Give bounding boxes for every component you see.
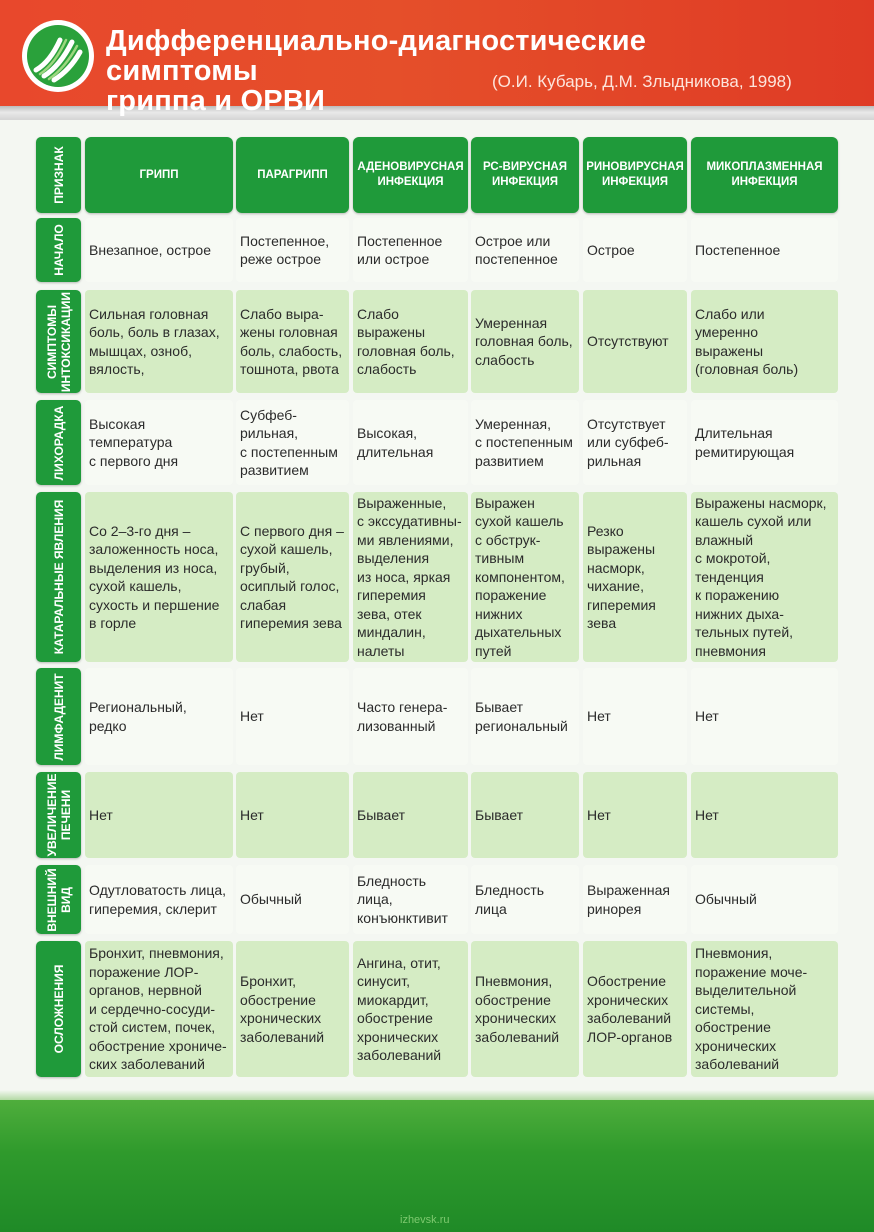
row-label: [36, 941, 81, 1077]
table-cell: Умеренная головная боль, слабость: [471, 290, 579, 393]
table-cell: Бледность лица: [471, 865, 579, 934]
column-header: ПАРАГРИПП: [236, 137, 349, 213]
table-cell: Нет: [583, 668, 687, 765]
row-label-text: УВЕЛИЧЕНИЕ ПЕЧЕНИ: [44, 773, 73, 857]
table-cell: Нет: [85, 772, 233, 858]
table-cell: Нет: [691, 668, 838, 765]
corner-label-text: ПРИЗНАК: [51, 146, 66, 204]
table-cell: Бронхит, обострение хронических заболеваний: [236, 941, 349, 1077]
table-cell: Нет: [236, 668, 349, 765]
column-header: ГРИПП: [85, 137, 233, 213]
row-label: [36, 865, 81, 934]
table-cell: Часто генера- лизованный: [353, 668, 468, 765]
table-cell: Пневмония, поражение моче- выделительной системы, обострение хронических заболеваний: [691, 941, 838, 1077]
table-cell: Высокая температура с первого дня: [85, 400, 233, 485]
row-label: [36, 290, 81, 393]
column-header: МИКОПЛАЗМЕННАЯ ИНФЕКЦИЯ: [691, 137, 838, 213]
table-cell: Нет: [691, 772, 838, 858]
table-cell: Резко выражены насморк, чихание, гиперемия зева: [583, 492, 687, 662]
table-cell: Высокая, длительная: [353, 400, 468, 485]
table-cell: Выражены насморк, кашель сухой или влажный с мокротой, тенденция к поражению нижних дыха- тельных путей, пневмония: [691, 492, 838, 662]
row-label-text: ВНЕШНИЙ ВИД: [44, 867, 73, 932]
column-header: РИНОВИРУСНАЯ ИНФЕКЦИЯ: [583, 137, 687, 213]
table-cell: Постепенное: [691, 218, 838, 282]
table-cell: Острое или постепенное: [471, 218, 579, 282]
table-cell: Нет: [236, 772, 349, 858]
row-label-text: ЛИХОРАДКА: [51, 405, 66, 480]
table-cell: Слабо выра- жены головная боль, слабость, тошнота, рвота: [236, 290, 349, 393]
table-cell: Постепенное, реже острое: [236, 218, 349, 282]
row-label: [36, 772, 81, 858]
row-label-text: СИМПТОМЫ ИНТОКСИКАЦИИ: [44, 291, 73, 392]
watermark: izhevsk.ru: [400, 1214, 450, 1226]
row-label: [36, 668, 81, 765]
table-cell: Обычный: [236, 865, 349, 934]
table-cell: Выраженные, с экссудативны- ми явлениями, выделения из носа, яркая гиперемия зева, отек миндалин, налеты: [353, 492, 468, 662]
table-cell: Бледность лица, конъюнктивит: [353, 865, 468, 934]
footer-banner: [0, 1100, 874, 1232]
row-label: [36, 400, 81, 485]
table-cell: Бывает: [353, 772, 468, 858]
table-cell: Выраженная ринорея: [583, 865, 687, 934]
table-cell: Внезапное, острое: [85, 218, 233, 282]
row-label-text: КАТАРАЛЬНЫЕ ЯВЛЕНИЯ: [51, 499, 66, 655]
table-cell: Слабо выражены головная боль, слабость: [353, 290, 468, 393]
table-cell: Региональный, редко: [85, 668, 233, 765]
table-cell: Бронхит, пневмония, поражение ЛОР- органов, нервной и сердечно-сосуди- стой систем, почек, обострение хрониче- ских заболеваний: [85, 941, 233, 1077]
corner-label: [36, 137, 81, 213]
table-cell: Бывает: [471, 772, 579, 858]
table-cell: Выражен сухой кашель с обструк- тивным компонентом, поражение нижних дыхательных путей: [471, 492, 579, 662]
table-cell: Бывает региональный: [471, 668, 579, 765]
row-label: [36, 218, 81, 282]
table-cell: Умеренная, с постепенным развитием: [471, 400, 579, 485]
table-cell: Одутловатость лица, гиперемия, склерит: [85, 865, 233, 934]
table-cell: Ангина, отит, синусит, миокардит, обострение хронических заболеваний: [353, 941, 468, 1077]
table-cell: Со 2–3-го дня – заложенность носа, выделения из носа, сухой кашель, сухость и першение в горле: [85, 492, 233, 662]
table-cell: Отсутствуют: [583, 290, 687, 393]
table-cell: Длительная ремитирующая: [691, 400, 838, 485]
column-header: АДЕНОВИРУСНАЯ ИНФЕКЦИЯ: [353, 137, 468, 213]
table-cell: Обычный: [691, 865, 838, 934]
row-label-text: ЛИМФАДЕНИТ: [51, 672, 66, 761]
row-label-text: ОСЛОЖНЕНИЯ: [51, 964, 66, 1054]
authors-citation: (О.И. Кубарь, Д.М. Злыдникова, 1998): [492, 72, 792, 91]
column-header: РС-ВИРУСНАЯ ИНФЕКЦИЯ: [471, 137, 579, 213]
table-cell: Пневмония, обострение хронических заболеваний: [471, 941, 579, 1077]
table-cell: Обострение хронических заболеваний ЛОР-органов: [583, 941, 687, 1077]
page-title: Дифференциально-диагностические симптомы гриппа и ОРВИ: [106, 25, 647, 117]
row-label: [36, 492, 81, 662]
table-cell: С первого дня – сухой кашель, грубый, осиплый голос, слабая гиперемия зева: [236, 492, 349, 662]
table-cell: Субфеб- рильная, с постепенным развитием: [236, 400, 349, 485]
row-label-text: НАЧАЛО: [51, 224, 66, 276]
table-cell: Слабо или умеренно выражены (головная боль): [691, 290, 838, 393]
table-cell: Отсутствует или субфеб- рильная: [583, 400, 687, 485]
table-cell: Постепенное или острое: [353, 218, 468, 282]
table-cell: Нет: [583, 772, 687, 858]
table-cell: Сильная головная боль, боль в глазах, мышцах, озноб, вялость,: [85, 290, 233, 393]
table-cell: Острое: [583, 218, 687, 282]
